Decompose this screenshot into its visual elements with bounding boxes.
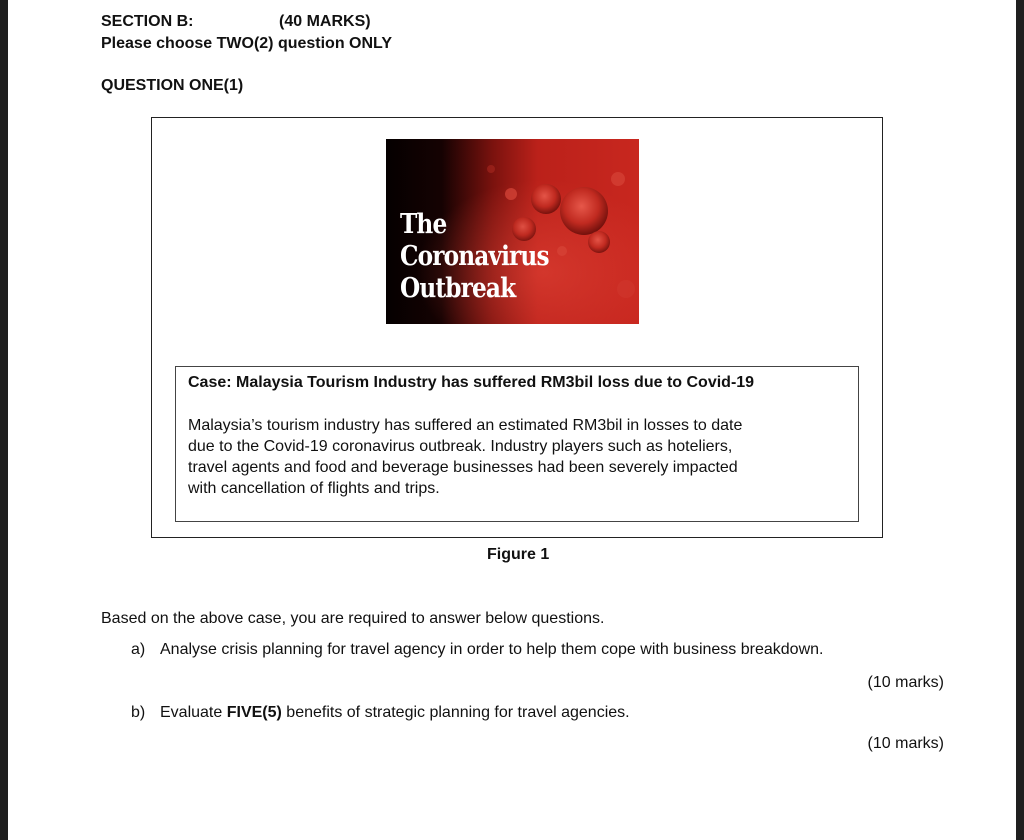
intro-text: Based on the above case, you are required to answer below questions. [101, 610, 605, 627]
question-b-text-start: Evaluate [160, 704, 227, 721]
question-a-marks: (10 marks) [867, 674, 944, 691]
banner-title [400, 209, 549, 305]
case-box [175, 366, 859, 522]
coronavirus-banner-image [386, 139, 639, 324]
case-title: Case: Malaysia Tourism Industry has suffered RM3bil loss due to Covid-19 [188, 374, 755, 391]
question-b-emphasis: FIVE(5) [226, 704, 282, 721]
case-body-line: travel agents and food and beverage businesses had been severely impacted [188, 459, 738, 476]
question-a-label: a) [131, 641, 146, 658]
case-body-line: Malaysia’s tourism industry has suffered an estimated RM3bil in losses to date [188, 417, 743, 434]
figure-caption: Figure 1 [487, 546, 550, 563]
question-b-text [160, 704, 630, 722]
question-title: QUESTION ONE(1) [101, 77, 244, 94]
instruction-text: Please choose TWO(2) question ONLY [101, 35, 393, 52]
case-body-line: due to the Covid-19 coronavirus outbreak. Industry players such as hoteliers, [188, 438, 733, 455]
question-a-text: Analyse crisis planning for travel agency in order to help them cope with business breakdown. [160, 641, 824, 658]
banner-line-2: Coronavirus [400, 241, 549, 272]
banner-line-1: The [400, 209, 447, 240]
document-page [8, 0, 1016, 840]
question-b-text-end: benefits of strategic planning for travel agencies. [281, 704, 630, 721]
section-marks: (40 MARKS) [279, 13, 371, 30]
banner-line-3: Outbreak [400, 273, 516, 304]
question-b-marks: (10 marks) [867, 735, 944, 752]
section-label: SECTION B: [101, 13, 194, 30]
case-body [188, 415, 848, 499]
case-body-line: with cancellation of flights and trips. [188, 480, 440, 497]
question-b-label: b) [131, 704, 146, 721]
